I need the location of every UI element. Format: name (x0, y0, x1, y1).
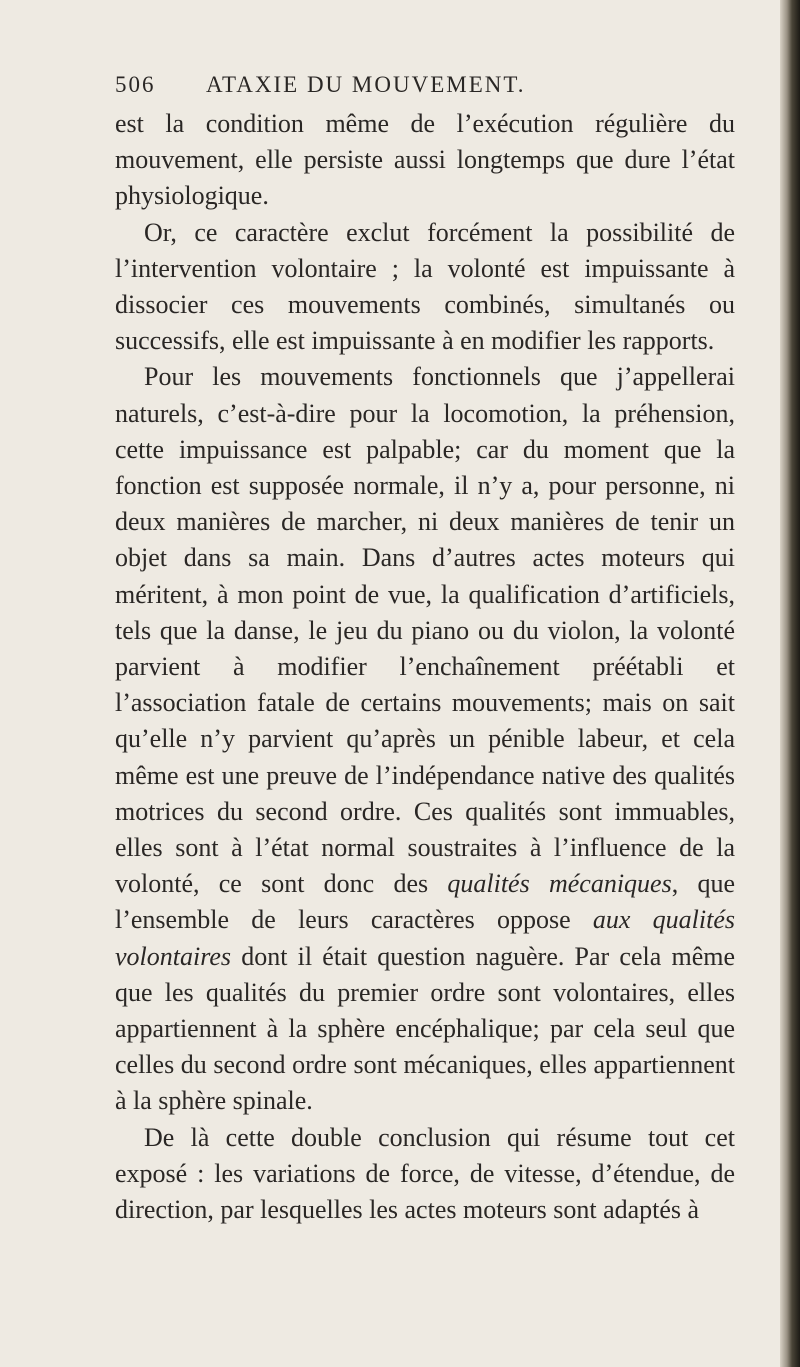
page-edge-shadow (780, 0, 800, 1367)
running-title: ATAXIE DU MOUVEMENT. (206, 72, 526, 97)
emphasis-qualites-volontaires: aux qualités volontaires (115, 905, 735, 971)
emphasis-qualites-mecaniques: qualités mécaniques (447, 869, 672, 899)
paragraph-3-text-a: Pour les mouvements fonctionnels que j’appellerai naturels, c’est-à-dire pour la locomotion, la préhension, cette impuissance est palpable; car du moment que la fonction est supposée normale, il n’y a, pour personne, ni deux manières de marcher, ni deux manières de tenir un objet dans sa main. Dans d’autres actes moteurs qui méritent, à mon point de vue, la qualification d’artificiels, tels que la danse, le jeu du piano ou du violon, la volonté parvient à modifier l’enchaînement préétabli et l’association fatale de certains mouvements; mais on sait qu’elle n’y parvient qu’après un pénible labeur, et cela même est une preuve de l’indépendance native des qualités motrices du second ordre. Ces qualités sont immuables, elles sont à l’état normal soustraites à l’influence de la volonté, ce sont donc des (115, 362, 735, 899)
paragraph-3-text-c: dont il était question naguère. Par cela même que les qualités du premier ordre sont volontaires, elles appartiennent à la sphère encéphalique; par cela seul que celles du second ordre sont mécaniques, elles appartiennent à la sphère spinale. (115, 941, 735, 1116)
paragraph-3 (115, 359, 735, 1119)
paragraph-4: De là cette double conclusion qui résume tout cet exposé : les variations de force, de vitesse, d’étendue, de direction, par lesquelles les actes moteurs sont adaptés à (115, 1122, 735, 1225)
page-number: 506 (115, 72, 156, 97)
paragraph-3-text-b: , que l’ensemble de leurs caractères oppose (115, 869, 736, 935)
paragraph-1: est la condition même de l’exécution régulière du mouvement, elle persiste aussi longtemps que dure l’état physiologique. (115, 109, 735, 211)
body-text (115, 106, 735, 1228)
paragraph-2: Or, ce caractère exclut forcément la possibilité de l’intervention volontaire ; la volonté est impuissante à dissocier ces mouvements combinés, simultanés ou successifs, elle est impuissante à en modifier les rapports. (115, 217, 735, 356)
running-header (115, 72, 735, 102)
